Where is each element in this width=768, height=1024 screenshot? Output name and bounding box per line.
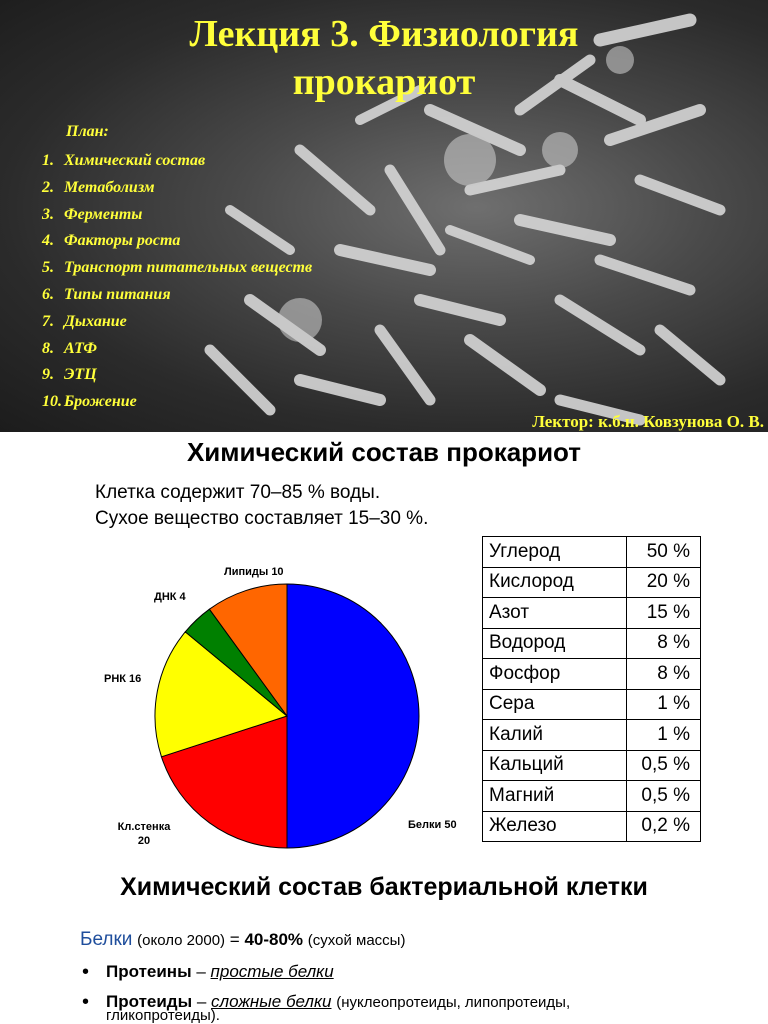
table-row: Азот 15 %: [483, 598, 701, 629]
composition-title: Химический состав прокариот: [186, 437, 582, 467]
table-row: Кальций 0,5 %: [483, 750, 701, 781]
lecture-title: [0, 10, 768, 106]
lecture-title-line2: прокариот: [292, 61, 476, 103]
proteins-summary: [80, 929, 405, 951]
proteins-heading: Белки: [80, 929, 133, 950]
table-row: Сера 1 %: [483, 689, 701, 720]
proteins-percent: 40-80%: [244, 930, 304, 949]
composition-slide: [0, 432, 768, 865]
table-row: Калий 1 %: [483, 720, 701, 751]
bacterial-cell-slide: [0, 865, 768, 1024]
pie-slice-label: Липиды 10: [224, 566, 284, 578]
table-row: Железо 0,2 %: [483, 811, 701, 842]
proteins-count-note: (около 2000): [137, 932, 226, 949]
plan-item: 8. АТФ: [42, 339, 98, 357]
plan-item: 9. ЭТЦ: [42, 366, 97, 384]
table-row: Фосфор 8 %: [483, 659, 701, 690]
pie-slice-label: Кл.стенка 20: [117, 821, 171, 847]
dry-matter-text: Сухое вещество составляет 15–30 %.: [95, 508, 429, 529]
water-content-text: Клетка содержит 70–85 % воды.: [95, 482, 381, 503]
list-item: • Протеиды – сложные белки (нуклеопротеиды, липопротеиды,: [80, 987, 570, 1018]
table-row: Водород 8 %: [483, 628, 701, 659]
plan-item: 3. Ферменты: [42, 205, 143, 223]
bacterial-cell-title: Химический состав бактериальной клетки: [120, 873, 648, 901]
list-item-continuation: гликопротеиды).: [106, 1007, 220, 1024]
table-row: Кислород 20 %: [483, 567, 701, 598]
plan-item: 5. Транспорт питательных веществ: [42, 259, 313, 277]
table-row: Углерод 50 %: [483, 537, 701, 568]
pie-slice-label: РНК 16: [104, 673, 142, 685]
list-item: • Протеины – простые белки: [80, 957, 570, 987]
composition-pie-chart: [0, 432, 470, 865]
dry-mass-note: (сухой массы): [307, 932, 406, 949]
plan-list: [42, 148, 312, 416]
plan-item: 4. Факторы роста: [42, 232, 181, 250]
plan-item: 6. Типы питания: [42, 285, 171, 303]
title-slide: [0, 0, 768, 432]
elements-table: [482, 536, 701, 842]
pie-slice: [287, 584, 419, 848]
plan-label: План:: [66, 123, 109, 140]
plan-item: 10. Брожение: [42, 393, 137, 411]
lecturer-name: Лектор: к.б.н. Ковзунова О. В.: [532, 412, 764, 431]
pie-slice-label: ДНК 4: [154, 591, 186, 603]
lecture-title-line1: Лекция 3. Физиология: [189, 13, 579, 55]
equals-sign: =: [229, 930, 240, 949]
pie-slice-label: Белки 50: [408, 819, 457, 831]
plan-item: 7. Дыхание: [42, 312, 127, 330]
plan-item: 1. Химический состав: [42, 152, 206, 169]
table-row: Магний 0,5 %: [483, 781, 701, 812]
plan-item: 2. Метаболизм: [42, 178, 155, 196]
